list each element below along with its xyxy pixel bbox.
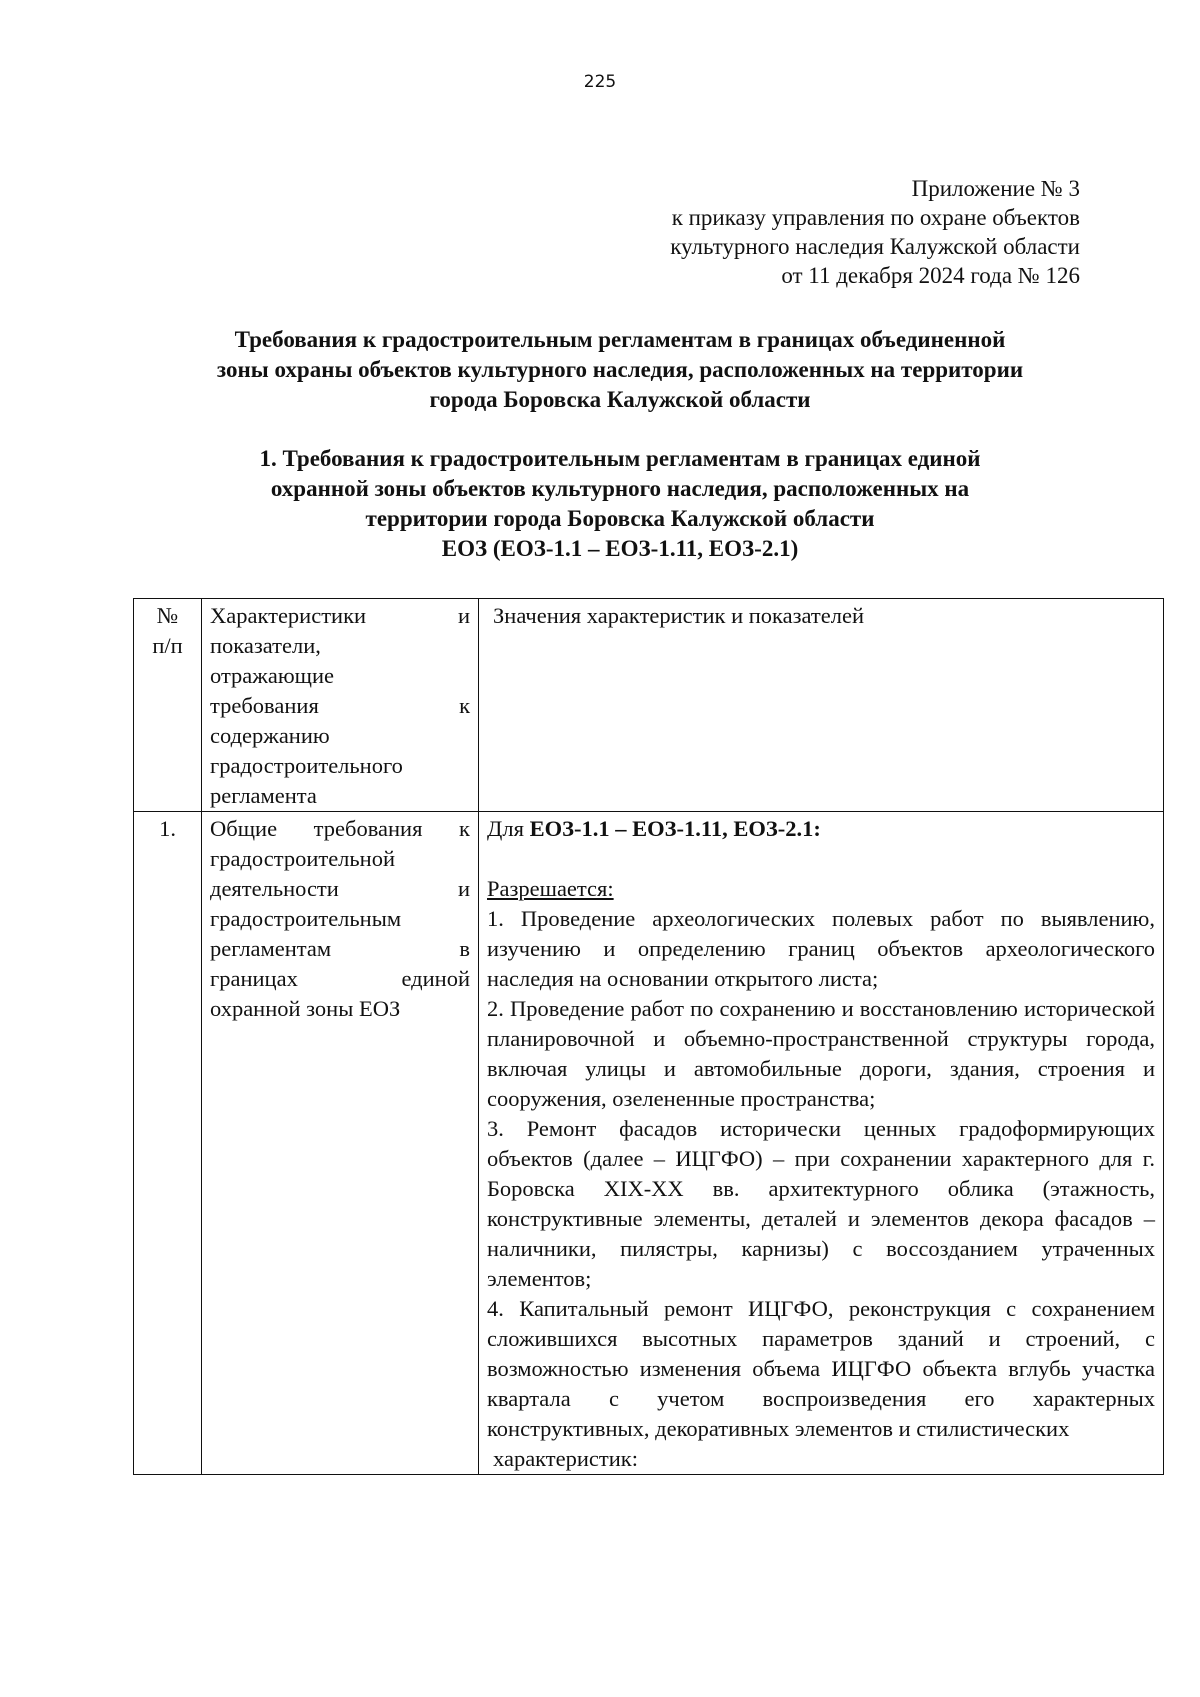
appendix-line: Приложение № 3 — [911, 176, 1080, 201]
section-title-line: 1. Требования к градостроительным регламентам в границах единой — [259, 446, 981, 471]
row-char-line: Общие требования к — [210, 816, 470, 841]
row-char-line: регламентам в — [210, 936, 470, 961]
row-char-line: охранной зоны ЕОЗ — [210, 996, 401, 1021]
header-values-cell: Значения характеристик и показателей — [479, 599, 1164, 812]
appendix-line: от 11 декабря 2024 года № 126 — [781, 263, 1080, 288]
requirements-table — [133, 598, 1164, 1475]
header-number-line: п/п — [152, 633, 183, 658]
header-number-cell — [134, 599, 202, 812]
table-row — [134, 812, 1164, 1475]
title-line: зоны охраны объектов культурного наследия, расположенных на территории — [216, 357, 1024, 382]
zones-list: ЕОЗ-1.1 – ЕОЗ-1.11, ЕОЗ-2.1: — [529, 816, 821, 841]
document-title — [140, 325, 1100, 415]
requirement-item-2: 2. Проведение работ по сохранению и восстановлению исторической планировочной и объемно-пространственной структуры города, включая улицы и автомобильные дороги, здания, строения и сооружения, озелененные пространства; — [487, 996, 1155, 1111]
zones-prefix: Для — [487, 816, 524, 841]
page-number: 225 — [583, 72, 617, 92]
section-title-line: ЕОЗ (ЕОЗ-1.1 – ЕОЗ-1.11, ЕОЗ-2.1) — [441, 536, 799, 561]
header-char-line: градостроительного — [210, 753, 403, 778]
row-number-cell: 1. — [134, 812, 202, 1475]
row-values-cell — [479, 812, 1164, 1475]
header-char-line: регламента — [210, 783, 317, 808]
header-char-line: содержанию — [210, 723, 330, 748]
requirement-item-3: 3. Ремонт фасадов исторически ценных градоформирующих объектов (далее – ИЦГФО) – при сохранении характерного для г. Боровска XIX-XX вв. архитектурного облика (этажность, конструктивные элементы, деталей и элементов декора фасадов – наличники, пилястры, карнизы) с воссозданием утраченных элементов; — [487, 1116, 1155, 1291]
section-title-line: территории города Боровска Калужской области — [365, 506, 875, 531]
appendix-line: к приказу управления по охране объектов — [671, 205, 1080, 230]
appendix-note — [520, 174, 1080, 290]
row-char-line: градостроительным — [210, 906, 402, 931]
title-line: Требования к градостроительным регламентам в границах объединенной — [234, 327, 1006, 352]
header-char-line: отражающие — [210, 663, 334, 688]
section-title-line: охранной зоны объектов культурного наследия, расположенных на — [270, 476, 970, 501]
requirement-item-4: 4. Капитальный ремонт ИЦГФО, реконструкция с сохранением сложившихся высотных параметров зданий и строений, с возможностью изменения объема ИЦГФО объекта вглубь участка квартала с учетом воспроизведения его характерных конструктивных, декоративных элементов и стилистических — [487, 1296, 1155, 1441]
header-characteristics-cell — [202, 599, 479, 812]
row-char-line: деятельности и — [210, 876, 470, 901]
header-char-line: требования к — [210, 693, 470, 718]
row-characteristics-cell — [202, 812, 479, 1475]
row-char-line: границах единой — [210, 966, 470, 991]
title-line: города Боровска Калужской области — [429, 387, 811, 412]
row-char-line: градостроительной — [210, 846, 395, 871]
allowed-heading — [487, 874, 1155, 904]
zones-line — [487, 814, 1155, 844]
header-char-line: Характеристики и — [210, 603, 470, 628]
appendix-line: культурного наследия Калужской области — [670, 234, 1080, 259]
requirement-item-4-end: характеристик: — [493, 1446, 638, 1471]
allowed-label: Разрешается: — [487, 876, 614, 901]
requirement-item-1: 1. Проведение археологических полевых работ по выявлению, изучению и определению границ объектов археологического наследия на основании открытого листа; — [487, 906, 1155, 991]
header-number-line: № — [156, 603, 179, 628]
table-header-row — [134, 599, 1164, 812]
section-title — [140, 444, 1100, 564]
header-char-line: показатели, — [210, 633, 321, 658]
